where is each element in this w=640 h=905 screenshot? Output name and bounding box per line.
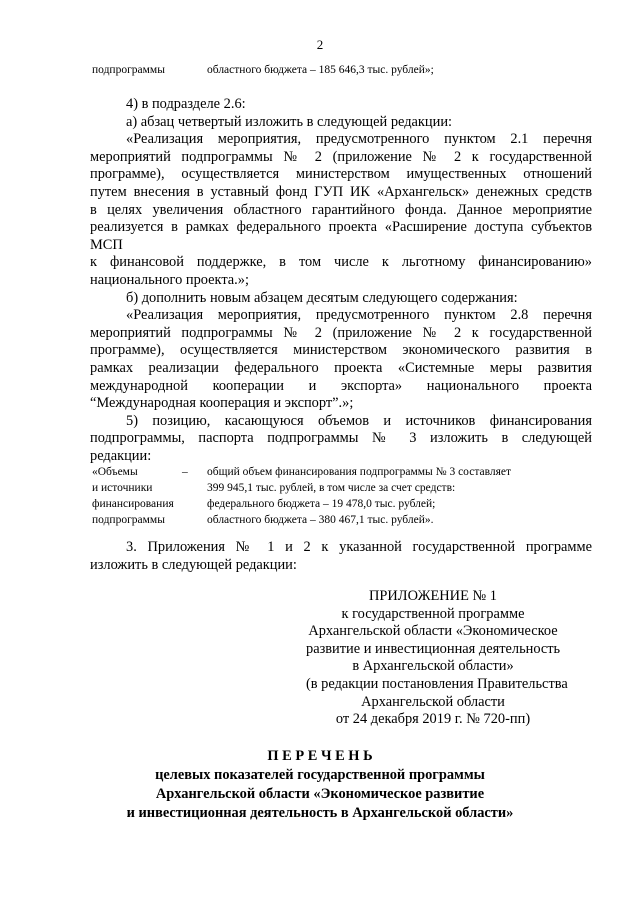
appendix-line: Архангельской области «Экономическое [308, 623, 558, 640]
item-4a: а) абзац четвертый изложить в следующей редакции: [126, 113, 453, 130]
quote-b-line: “Международная кооперация и экспорт”.»; [90, 395, 354, 412]
list-subtitle-line: и инвестиционная деятельность в Архангельской области» [126, 805, 514, 821]
appendix-line: (в редакции постановления Правительства [306, 675, 568, 692]
passport-label: «Объемы [92, 466, 138, 478]
list-heading [0, 747, 640, 823]
list-title: П Е Р Е Ч Е Н Ь [267, 748, 373, 764]
appendix-line: к государственной программе [341, 605, 525, 622]
passport-value: областного бюджета – 380 467,1 тыс. рублей». [207, 514, 434, 526]
quote-b-line: рамках реализации федерального проекта «Системные меры развития [90, 359, 592, 376]
item-4: 4) в подразделе 2.6: [126, 96, 246, 112]
appendix-line: развитие и инвестиционная деятельность [306, 640, 561, 657]
item-5-line: подпрограммы, паспорта подпрограммы № 3 изложить в следующей [90, 430, 592, 447]
quote-a-line: национального проекта.»; [90, 271, 249, 288]
quote-a-line: путем внесения в уставный фонд ГУП ИК «Архангельск» денежных средств [90, 183, 592, 200]
quote-a-line: мероприятий подпрограммы № 2 (приложение № 2 к государственной [90, 148, 592, 165]
quote-a-line: в целях увеличения областного гарантийного фонда. Данное мероприятие [90, 201, 592, 218]
item-3-block [90, 539, 592, 574]
quote-a-line: программе), осуществляется министерством имущественных отношений [90, 166, 592, 183]
item-5-line: редакции: [90, 447, 152, 464]
appendix-header [306, 588, 568, 729]
appendix-line: Архангельской области [361, 693, 505, 710]
passport-value: федерального бюджета – 19 478,0 тыс. рублей; [207, 498, 436, 510]
passport-label: финансирования [92, 498, 174, 510]
passport-label: и источники [92, 482, 153, 494]
passport-value-prev: областного бюджета – 185 646,3 тыс. рублей»; [207, 64, 434, 76]
quote-a-line: МСП [90, 236, 123, 253]
appendix-line: ПРИЛОЖЕНИЕ № 1 [369, 588, 497, 604]
passport-dash: – [182, 466, 188, 478]
passport-label-prev: подпрограммы [92, 64, 165, 76]
quote-a-line: «Реализация мероприятия, предусмотренного пунктом 2.1 перечня [126, 131, 592, 148]
passport-label: подпрограммы [92, 514, 165, 526]
item-5-line: 5) позицию, касающуюся объемов и источников финансирования [126, 412, 592, 429]
item-3-line: изложить в следующей редакции: [90, 556, 297, 573]
page-number: 2 [316, 37, 324, 52]
passport-value: общий объем финансирования подпрограммы № 3 составляет [207, 466, 512, 478]
appendix-line: в Архангельской области» [352, 658, 514, 675]
item-4b: б) дополнить новым абзацем десятым следующего содержания: [126, 289, 518, 306]
quote-b-line: программе), осуществляется министерством экономического развития в [90, 342, 592, 359]
quote-b-line: «Реализация мероприятия, предусмотренного пунктом 2.8 перечня [126, 307, 592, 324]
appendix-line: от 24 декабря 2019 г. № 720-пп) [335, 711, 531, 728]
quote-b-line: мероприятий подпрограммы № 2 (приложение № 2 к государственной [90, 324, 592, 341]
quote-a-line: к финансовой поддержке, в том числе к льготному финансированию» [90, 254, 592, 271]
list-subtitle-line: целевых показателей государственной программы [155, 767, 485, 783]
amendment-text-block [90, 96, 592, 465]
item-3-line: 3. Приложения № 1 и 2 к указанной государственной программе [126, 539, 592, 555]
list-subtitle-line: Архангельской области «Экономическое развитие [155, 786, 485, 802]
quote-a-line: реализуется в рамках федерального проекта «Расширение доступа субъектов [90, 219, 592, 236]
passport-value: 399 945,1 тыс. рублей, в том числе за счет средств: [207, 482, 456, 494]
quote-b-line: международной кооперации и экспорта» национального проекта [90, 377, 592, 394]
